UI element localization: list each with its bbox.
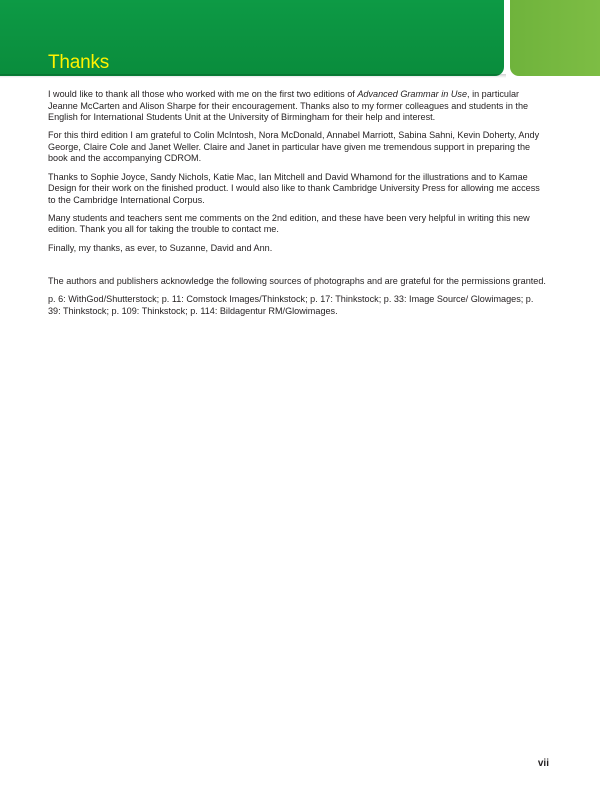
thanks-paragraph-1-end: , in particular Jeanne McCarten and Alison Sharpe for their encouragement. Thanks also to my former colleagues and students in the English for International Students Unit at the University of Birmingham for their help and interest. (48, 89, 529, 123)
page-title: Thanks (48, 52, 110, 73)
thanks-paragraph-2: For this third edition I am grateful to Colin McIntosh, Nora McDonald, Annabel Marriott, Sabina Sahni, Kevin Doherty, Andy George, Claire Cole and Janet Weller. Claire and Janet in particular have given me tremendous support in preparing the book and the accompanying CDROM. (48, 130, 540, 164)
header-tab (510, 0, 600, 76)
thanks-paragraph-1 (48, 89, 548, 124)
book-title: Advanced Grammar in Use (357, 89, 468, 99)
credits-list: p. 6: WithGod/Shutterstock; p. 11: Comstock Images/Thinkstock; p. 17: Thinkstock; p. 33: Image Source/ Glowimages; p. 39: Thinkstock; p. 109: Thinkstock; p. 114: Bildagentur RM/Glowimages. (48, 294, 534, 316)
credits-intro: The authors and publishers acknowledge the following sources of photographs and are grateful for the permissions granted. (48, 276, 546, 287)
thanks-paragraph-1-start: I would like to thank all those who worked with me on the first two editions of (48, 89, 358, 99)
thanks-paragraph-3: Thanks to Sophie Joyce, Sandy Nichols, Katie Mac, Ian Mitchell and David Whamond for the illustrations and to Kamae Design for their work on the finished product. I would also like to thank Cambridge University Press for allowing me access to the Cambridge International Corpus. (48, 171, 540, 205)
photo-credits (48, 276, 548, 317)
thanks-paragraph-5: Finally, my thanks, as ever, to Suzanne, David and Ann. (48, 242, 273, 253)
thanks-paragraph-4: Many students and teachers sent me comments on the 2nd edition, and these have been very helpful in writing this new edition. Thank you all for taking the trouble to contact me. (48, 212, 530, 235)
thanks-content (48, 89, 548, 324)
page-number: vii (537, 758, 549, 769)
